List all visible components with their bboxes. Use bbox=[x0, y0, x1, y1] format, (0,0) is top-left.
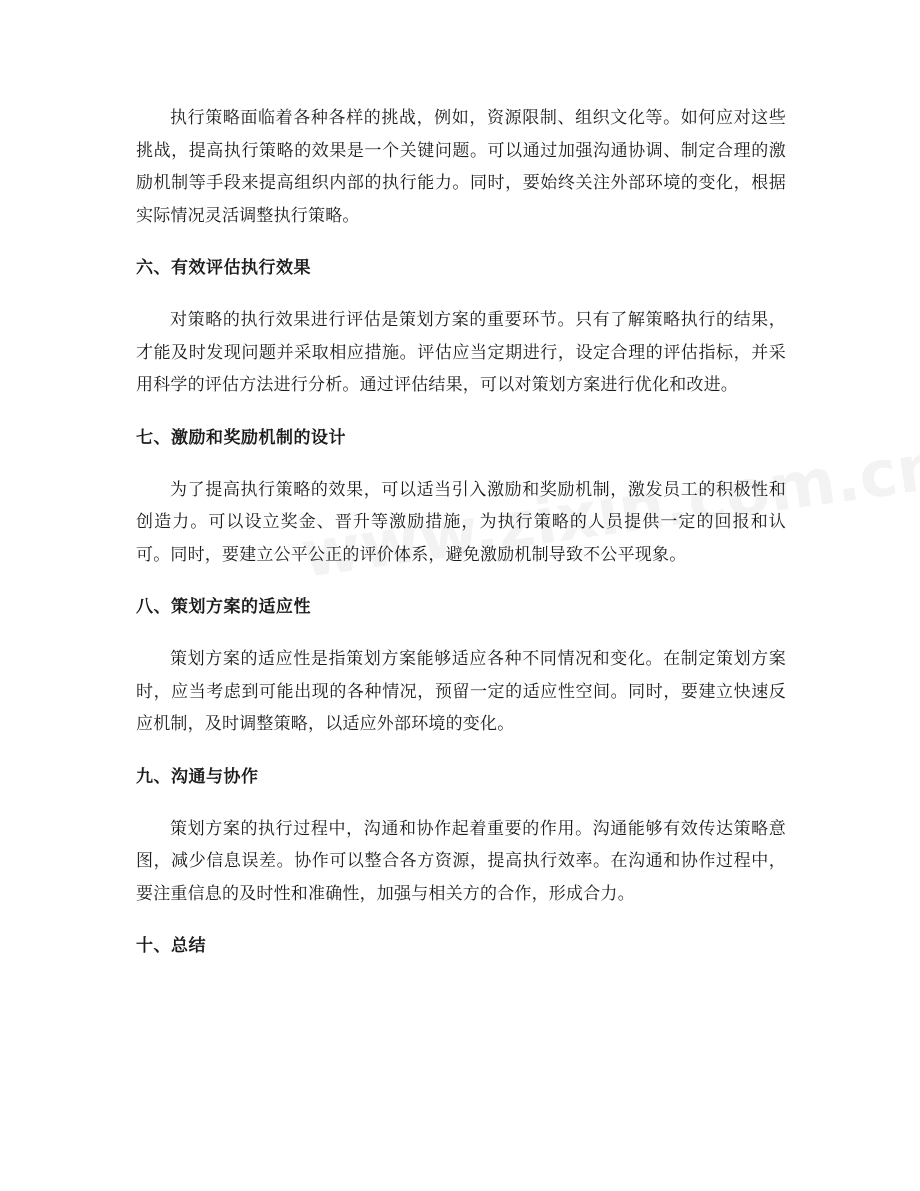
document-body bbox=[136, 102, 786, 962]
section-heading-8: 八、策划方案的适应性 bbox=[136, 597, 311, 617]
section-paragraph-7: 为了提高执行策略的效果，可以适当引入激励和奖励机制，激发员工的积极性和创造力。可以设立奖金、晋升等激励措施，为执行策略的人员提供一定的回报和认可。同时，要建立公平公正的评价体系，避免激励机制导致不公平现象。 bbox=[136, 479, 786, 565]
section-heading-6: 六、有效评估执行效果 bbox=[136, 258, 311, 278]
section-paragraph-6: 对策略的执行效果进行评估是策划方案的重要环节。只有了解策略执行的结果，才能及时发现问题并采取相应措施。评估应当定期进行，设定合理的评估指标，并采用科学的评估方法进行分析。通过评估结果，可以对策划方案进行优化和改进。 bbox=[136, 310, 786, 395]
section-heading-7: 七、激励和奖励机制的设计 bbox=[136, 427, 346, 448]
section-heading-10: 十、总结 bbox=[136, 936, 206, 956]
section-paragraph-8: 策划方案的适应性是指策划方案能够适应各种不同情况和变化。在制定策划方案时，应当考虑到可能出现的各种情况，预留一定的适应性空间。同时，要建立快速反应机制，及时调整策略，以适应外部环境的变化。 bbox=[136, 649, 786, 734]
section-paragraph-9: 策划方案的执行过程中，沟通和协作起着重要的作用。沟通能够有效传达策略意图，减少信息误差。协作可以整合各方资源，提高执行效率。在沟通和协作过程中，要注重信息的及时性和准确性，加强与相关方的合作，形成合力。 bbox=[136, 818, 786, 904]
intro-paragraph: 执行策略面临着各种各样的挑战，例如，资源限制、组织文化等。如何应对这些挑战，提高执行策略的效果是一个关键问题。可以通过加强沟通协调、制定合理的激励机制等手段来提高组织内部的执行能力。同时，要始终关注外部环境的变化，根据实际情况灵活调整执行策略。 bbox=[136, 108, 786, 226]
section-heading-9: 九、沟通与协作 bbox=[136, 766, 259, 787]
